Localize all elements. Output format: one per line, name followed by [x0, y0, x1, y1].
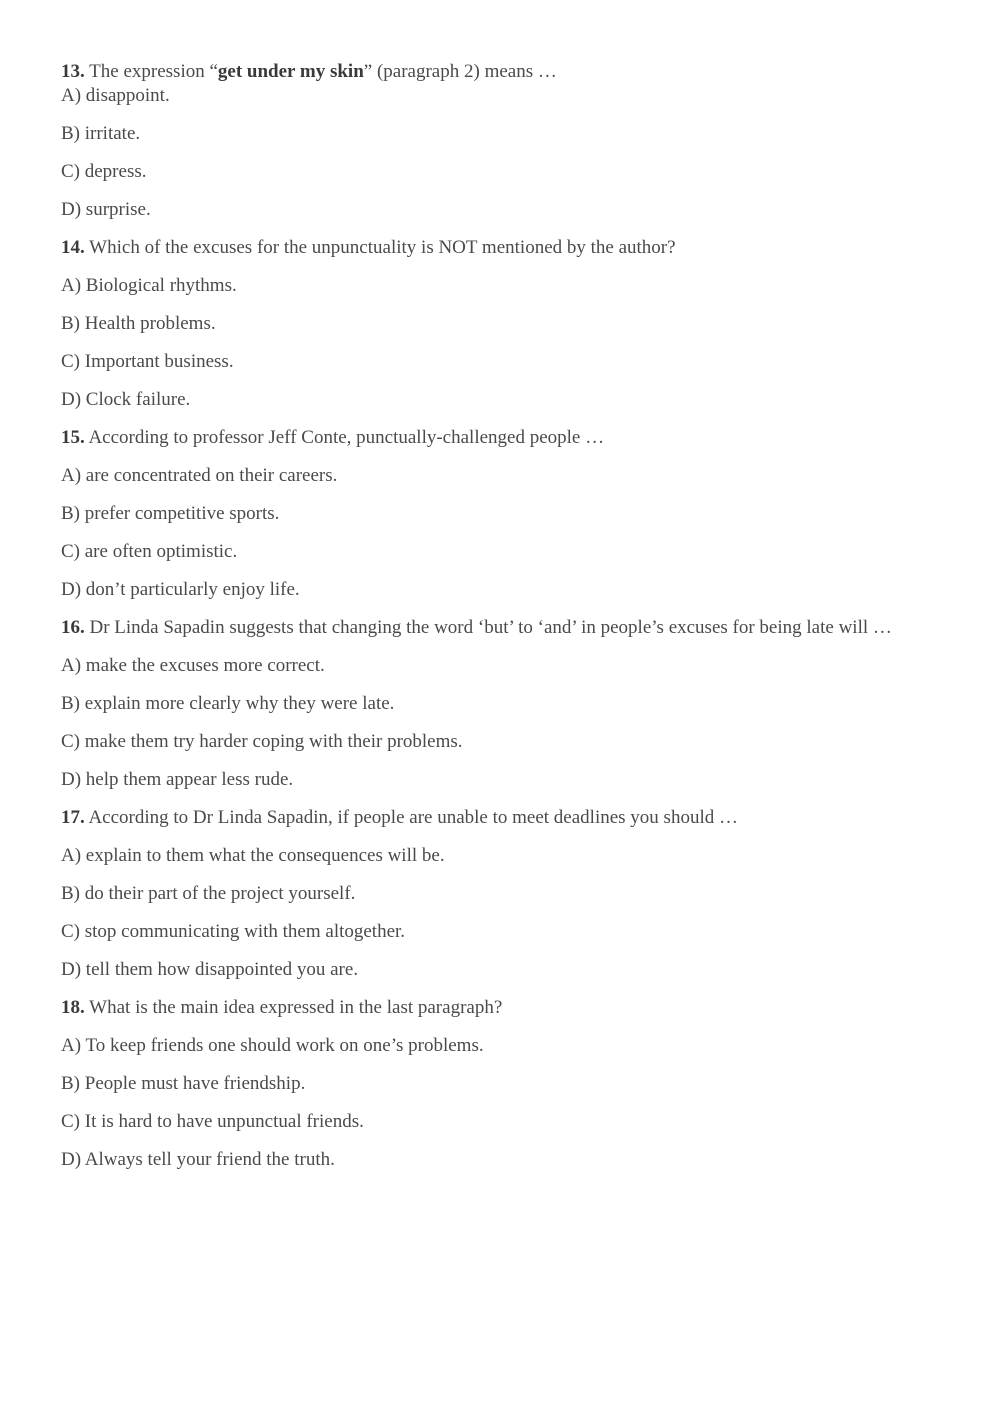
question-sheet	[61, 60, 941, 1172]
option-c: C) depress.	[61, 161, 147, 182]
option-b: B) explain more clearly why they were late.	[61, 693, 395, 714]
stem-text: Which of the excuses for the unpunctuality is NOT mentioned by the author?	[89, 237, 676, 258]
option-c: C) Important business.	[61, 351, 234, 372]
question-17	[61, 806, 941, 996]
question-13	[61, 60, 941, 236]
question-number: 16.	[61, 617, 85, 638]
option-b: B) Health problems.	[61, 313, 216, 334]
question-stem	[61, 616, 941, 640]
option-d: D) Always tell your friend the truth.	[61, 1149, 335, 1170]
option-a: A) disappoint.	[61, 85, 170, 106]
option-d: D) help them appear less rude.	[61, 769, 294, 790]
question-stem	[61, 236, 941, 260]
stem-text: The expression “	[89, 61, 218, 82]
stem-text: ” (paragraph 2) means …	[363, 61, 557, 82]
question-16	[61, 616, 941, 806]
option-a: A) are concentrated on their careers.	[61, 465, 338, 486]
question-stem	[61, 806, 941, 830]
option-a: A) explain to them what the consequences will be.	[61, 845, 445, 866]
question-14	[61, 236, 941, 426]
question-18	[61, 996, 941, 1172]
question-stem	[61, 426, 941, 450]
stem-text: Dr Linda Sapadin suggests that changing the word ‘but’ to ‘and’ in people’s excuses for being late will …	[89, 617, 892, 638]
option-a: A) Biological rhythms.	[61, 275, 237, 296]
question-15	[61, 426, 941, 616]
option-c: C) make them try harder coping with their problems.	[61, 731, 463, 752]
option-a: A) To keep friends one should work on one’s problems.	[61, 1035, 484, 1056]
option-c: C) It is hard to have unpunctual friends.	[61, 1111, 364, 1132]
option-d: D) tell them how disappointed you are.	[61, 959, 359, 980]
option-a: A) make the excuses more correct.	[61, 655, 325, 676]
question-number: 13.	[61, 61, 85, 82]
option-b: B) irritate.	[61, 123, 141, 144]
question-number: 15.	[61, 427, 85, 448]
stem-text: According to Dr Linda Sapadin, if people are unable to meet deadlines you should …	[88, 807, 738, 828]
question-stem	[61, 996, 941, 1020]
question-number: 17.	[61, 807, 85, 828]
stem-text: What is the main idea expressed in the last paragraph?	[89, 997, 503, 1018]
option-d: D) don’t particularly enjoy life.	[61, 579, 300, 600]
question-number: 18.	[61, 997, 85, 1018]
option-d: D) Clock failure.	[61, 389, 191, 410]
stem-text: According to professor Jeff Conte, punctually-challenged people …	[88, 427, 605, 448]
option-c: C) stop communicating with them altogether.	[61, 921, 406, 942]
option-b: B) People must have friendship.	[61, 1073, 306, 1094]
option-d: D) surprise.	[61, 199, 151, 220]
stem-highlight: get under my skin	[217, 61, 364, 82]
option-b: B) do their part of the project yourself.	[61, 883, 356, 904]
question-number: 14.	[61, 237, 85, 258]
option-b: B) prefer competitive sports.	[61, 503, 280, 524]
question-stem	[61, 60, 941, 84]
option-c: C) are often optimistic.	[61, 541, 238, 562]
